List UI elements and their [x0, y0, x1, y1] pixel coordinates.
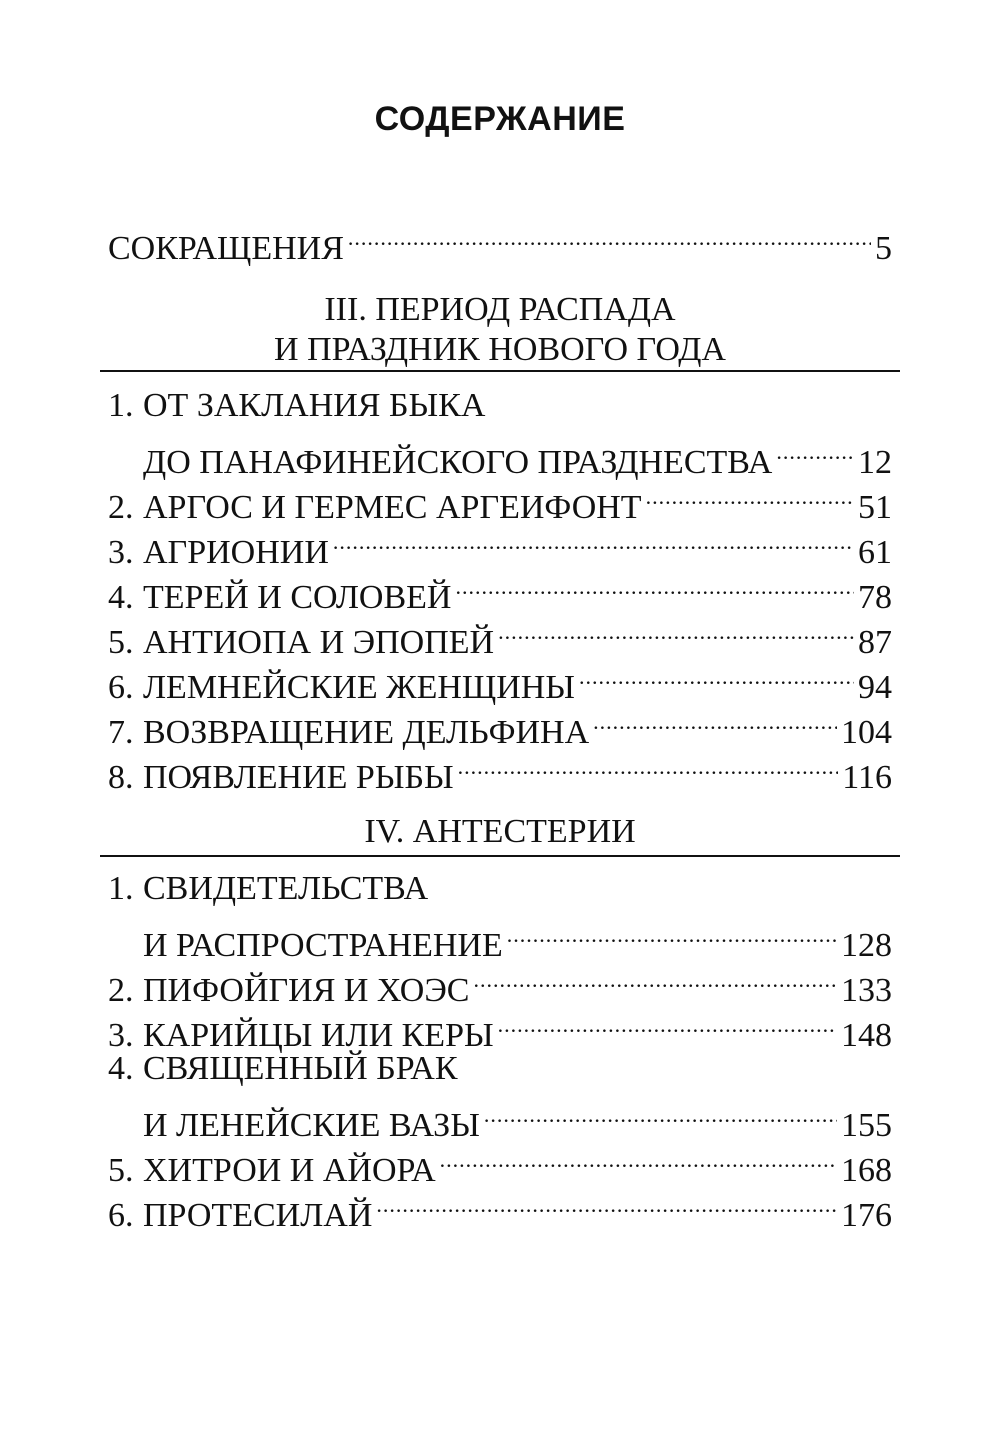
dot-leader [376, 1181, 837, 1226]
entry-page: 87 [858, 624, 892, 661]
toc-part4 [108, 866, 892, 1234]
entry-number: 4. [108, 579, 134, 616]
entry-page: 51 [858, 489, 892, 526]
part-heading [100, 290, 900, 370]
toc-part3 [108, 383, 892, 796]
entry-page: 168 [841, 1152, 892, 1189]
entry-label: СВЯЩЕННЫЙ БРАК [143, 1050, 458, 1087]
entry-page: 104 [841, 714, 892, 751]
toc-entry[interactable] [108, 214, 892, 267]
entry-label: ПРОТЕСИЛАЙ [143, 1197, 373, 1234]
entry-number: 3. [108, 1017, 134, 1054]
entry-page: 155 [841, 1107, 892, 1144]
entry-page: 116 [842, 759, 892, 796]
entry-number: 6. [108, 1197, 134, 1234]
dot-leader [440, 1136, 837, 1181]
toc-entry[interactable] [108, 428, 892, 481]
part-title-line: III. ПЕРИОД РАСПАДА [324, 291, 676, 328]
entry-page: 94 [858, 669, 892, 706]
dot-leader [776, 428, 854, 473]
dot-leader [348, 214, 871, 259]
toc-abbreviations [108, 214, 892, 267]
section-rule [100, 855, 900, 857]
dot-leader [458, 743, 839, 788]
dot-leader [484, 1091, 837, 1136]
toc-entry-first-line[interactable] [108, 1046, 892, 1091]
entry-number: 2. [108, 972, 134, 1009]
entry-label: ХИТРОИ И АЙОРА [143, 1152, 436, 1189]
dot-leader [498, 1001, 837, 1046]
entry-number: 3. [108, 534, 134, 571]
entry-page: 176 [841, 1197, 892, 1234]
entry-label: АГРИОНИИ [143, 534, 329, 571]
dot-leader [473, 956, 837, 1001]
toc-entry-first-line[interactable] [108, 383, 892, 428]
entry-label: ТЕРЕЙ И СОЛОВЕЙ [143, 579, 452, 616]
entry-number: 1. [108, 870, 134, 907]
entry-number: 2. [108, 489, 134, 526]
entry-page: 128 [841, 927, 892, 964]
entry-page: 61 [858, 534, 892, 571]
entry-label: И ЛЕНЕЙСКИЕ ВАЗЫ [143, 1107, 480, 1144]
entry-label: ВОЗВРАЩЕНИЕ ДЕЛЬФИНА [143, 714, 590, 751]
entry-number: 5. [108, 1152, 134, 1189]
entry-page: 133 [841, 972, 892, 1009]
entry-page: 5 [875, 230, 892, 267]
entry-number: 5. [108, 624, 134, 661]
toc-entry[interactable] [108, 911, 892, 964]
toc-entry[interactable] [108, 1091, 892, 1144]
dot-leader [593, 698, 837, 743]
dot-leader [333, 518, 854, 563]
section-rule [100, 370, 900, 372]
entry-label: КАРИЙЦЫ ИЛИ КЕРЫ [143, 1017, 494, 1054]
entry-label: АРГОС И ГЕРМЕС АРГЕИФОНТ [143, 489, 642, 526]
entry-label: СВИДЕТЕЛЬСТВА [143, 870, 429, 907]
dot-leader [579, 653, 854, 698]
toc-entry-first-line[interactable] [108, 866, 892, 911]
entry-label: ПИФОЙГИЯ И ХОЭС [143, 972, 470, 1009]
dot-leader [507, 911, 837, 956]
entry-page: 148 [841, 1017, 892, 1054]
part-title-line: IV. АНТЕСТЕРИИ [364, 813, 636, 850]
entry-label: ДО ПАНАФИНЕЙСКОГО ПРАЗДНЕСТВА [143, 444, 773, 481]
part-title-line: И ПРАЗДНИК НОВОГО ГОДА [274, 331, 726, 368]
entry-number: 8. [108, 759, 134, 796]
dot-leader [646, 473, 854, 518]
entry-label: СОКРАЩЕНИЯ [108, 230, 344, 267]
dot-leader [455, 563, 854, 608]
entry-label: И РАСПРОСТРАНЕНИЕ [143, 927, 503, 964]
dot-leader [498, 608, 854, 653]
entry-number: 6. [108, 669, 134, 706]
entry-page: 78 [858, 579, 892, 616]
entry-number: 7. [108, 714, 134, 751]
entry-number: 1. [108, 387, 134, 424]
entry-label: ЛЕМНЕЙСКИЕ ЖЕНЩИНЫ [143, 669, 575, 706]
part-heading [100, 812, 900, 852]
entry-number: 4. [108, 1050, 134, 1087]
entry-label: ПОЯВЛЕНИЕ РЫБЫ [143, 759, 454, 796]
page-title: СОДЕРЖАНИЕ [374, 100, 626, 138]
entry-label: АНТИОПА И ЭПОПЕЙ [143, 624, 495, 661]
entry-label: ОТ ЗАКЛАНИЯ БЫКА [143, 387, 486, 424]
entry-page: 12 [858, 444, 892, 481]
